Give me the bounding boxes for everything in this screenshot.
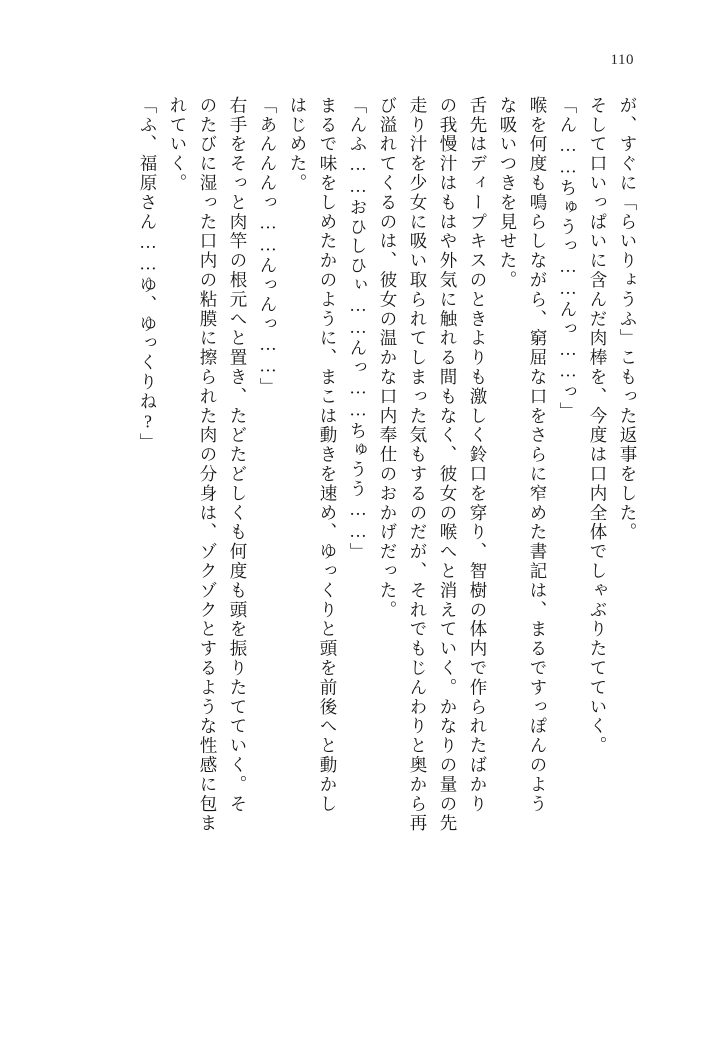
page-number: 110 [610, 52, 634, 68]
text-line: 舌先はディープキスのときよりも激しく鈴口を穿り、智樹の体内で作られたばかり [468, 96, 488, 814]
text-line: び溢れてくるのは、彼女の温かな口内奉仕のおかげだった。 [378, 96, 398, 620]
text-line: が、すぐに「らいりょうふ」こもった返事をした。 [618, 96, 638, 543]
text-line: れていく。 [168, 96, 188, 193]
text-line: な吸いつきを見せた。 [498, 96, 518, 290]
text-line: のたびに湿った口内の粘膜に擦られた肉の分身は、ゾクゾクとするような性感に包ま [198, 96, 218, 834]
text-line: 喉を何度も鳴らしながら、窮屈な口をさらに窄めた書記は、まるですっぽんのよう [528, 96, 548, 814]
text-line: 「あんんんっ……んっんっ……」 [258, 96, 278, 397]
text-line: はじめた。 [288, 96, 308, 193]
text-line: 「んふ……おひしひぃ……んっ……ちゅうう……」 [348, 96, 368, 563]
text-line: 右手をそっと肉竿の根元へと置き、たどたどしくも何度も頭を振りたてていく。そ [228, 96, 248, 814]
text-line: 「ん……ちゅうっ……んっ……っ」 [558, 96, 578, 422]
text-line: まるで味をしめたかのように、まこは動きを速め、ゆっくりと頭を前後へと動かし [318, 96, 338, 814]
vertical-text-body [60, 96, 636, 976]
text-line: そして口いっぱいに含んだ肉棒を、今度は口内全体でしゃぶりたてていく。 [588, 96, 608, 756]
text-line: 走り汁を少女に吸い取られてしまった気もするのだが、それでもじんわりと奥から再 [408, 96, 428, 834]
text-line: 「ふ、福原さん……ゆ、ゆっくりね?」 [138, 96, 158, 453]
text-line: の我慢汁はもはや外気に触れる間もなく、彼女の喉へと消えていく。かなりの量の先 [438, 96, 458, 834]
